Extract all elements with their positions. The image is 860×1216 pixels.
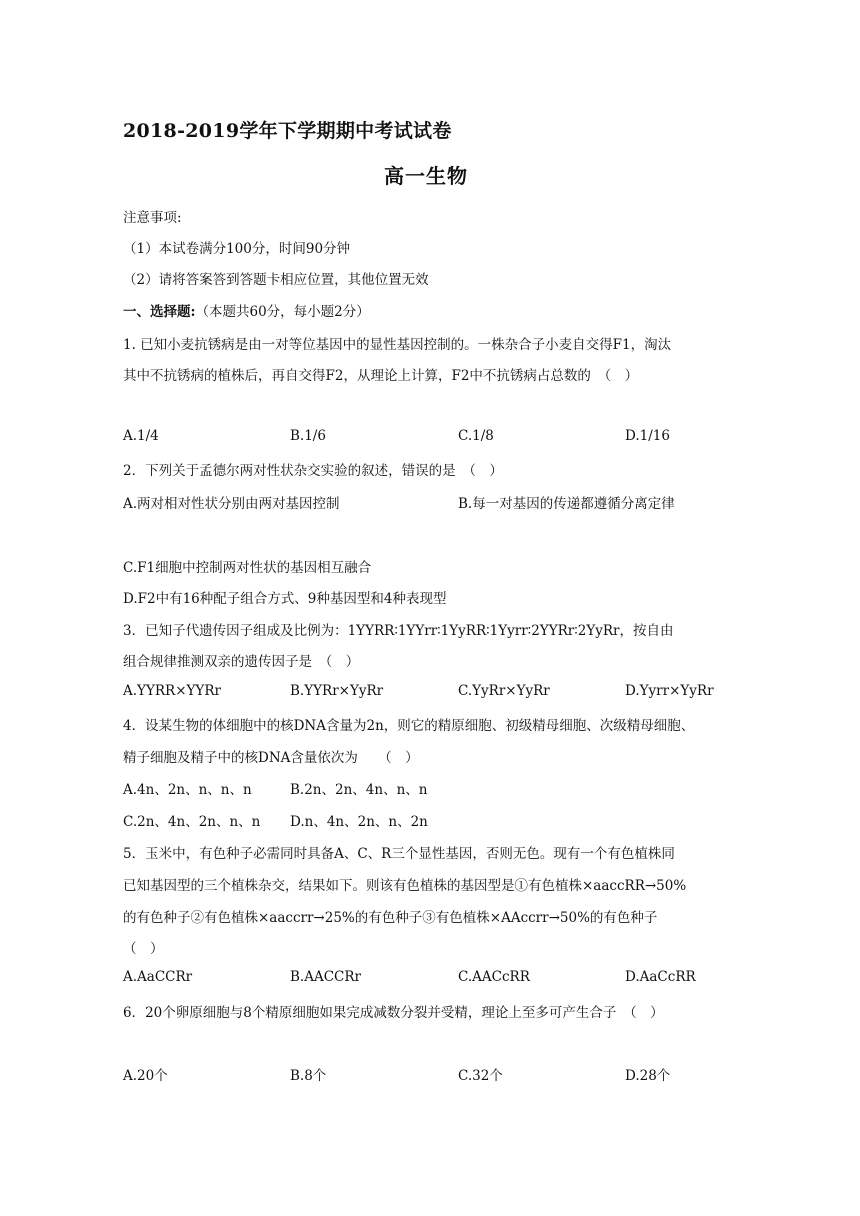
question-6-option-b: B.8个	[290, 1068, 327, 1084]
question-1-line: 1. 已知小麦抗锈病是由一对等位基因中的显性基因控制的。一株杂合子小麦自交得F1，淘汰	[123, 337, 672, 353]
question-3-option-c: C.YyRr×YyRr	[458, 683, 550, 699]
question-6-option-c: C.32个	[458, 1068, 503, 1084]
question-3-option-b: B.YYRr×YyRr	[290, 683, 384, 699]
question-4-option-b: B.2n、2n、4n、n、n	[290, 782, 428, 798]
question-2-line: 2．下列关于孟德尔两对性状杂交实验的叙述，错误的是 （ ）	[123, 463, 503, 479]
question-6-option-a: A.20个	[123, 1068, 168, 1084]
section-detail: （本题共60分，每小题2分）	[195, 304, 370, 320]
notice-heading: 注意事项:	[123, 210, 182, 226]
question-5-line: 已知基因型的三个植株杂交，结果如下。则该有色植株的基因型是①有色植株×aaccRR→50%	[123, 878, 687, 894]
question-1-option-b: B.1/6	[290, 428, 326, 444]
question-6-line: 6．20个卵原细胞与8个精原细胞如果完成减数分裂并受精，理论上至多可产生合子 （ ）	[123, 1005, 664, 1021]
exam-title: 2018-2019学年下学期期中考试试卷	[123, 120, 452, 142]
question-4-option-a: A.4n、2n、n、n、n	[123, 782, 252, 798]
question-6-option-d: D.28个	[625, 1068, 671, 1084]
question-2-option-d: D.F2中有16种配子组合方式、9种基因型和4种表现型	[123, 591, 447, 607]
question-1-option-d: D.1/16	[625, 428, 670, 444]
question-2-option-b: B.每一对基因的传递都遵循分离定律	[458, 496, 675, 512]
question-5-line: 的有色种子②有色植株×aaccrr→25%的有色种子③有色植株×AAccrr→50%的有色种子	[123, 910, 658, 926]
question-4-line: 精子细胞及精子中的核DNA含量依次为 （ ）	[123, 750, 419, 766]
question-3-option-a: A.YYRR×YYRr	[123, 683, 221, 699]
question-4-option-c: C.2n、4n、2n、n、n	[123, 814, 261, 830]
question-2-option-a: A.两对相对性状分别由两对基因控制	[123, 496, 340, 512]
question-5-option-d: D.AaCcRR	[625, 969, 696, 985]
question-1-line: 其中不抗锈病的植株后，再自交得F2，从理论上计算，F2中不抗锈病占总数的 （ ）	[123, 368, 639, 384]
question-1-option-c: C.1/8	[458, 428, 494, 444]
question-3-line: 3．已知子代遗传因子组成及比例为：1YYRR∶1YYrr∶1YyRR∶1Yyrr∶2YYRr∶2YyRr，按自由	[123, 623, 674, 639]
question-4-line: 4．设某生物的体细胞中的核DNA含量为2n，则它的精原细胞、初级精母细胞、次级精母细胞、	[123, 718, 695, 734]
question-3-option-d: D.Yyrr×YyRr	[625, 683, 714, 699]
question-5-option-a: A.AaCCRr	[123, 969, 193, 985]
question-5-line: （ ）	[123, 941, 164, 957]
question-5-option-b: B.AACCRr	[290, 969, 361, 985]
question-4-option-d: D.n、4n、2n、n、2n	[290, 814, 428, 830]
question-1-option-a: A.1/4	[123, 428, 159, 444]
question-5-option-c: C.AACcRR	[458, 969, 530, 985]
notice-item: （1）本试卷满分100分，时间90分钟	[123, 241, 351, 257]
notice-item: （2）请将答案答到答题卡相应位置，其他位置无效	[123, 272, 429, 288]
question-2-option-c: C.F1细胞中控制两对性状的基因相互融合	[123, 560, 372, 576]
question-5-line: 5．玉米中，有色种子必需同时具备A、C、R三个显性基因，否则无色。现有一个有色植株同	[123, 846, 675, 862]
section-label: 一、选择题:	[123, 304, 196, 320]
section-header	[123, 300, 370, 320]
question-3-line: 组合规律推测双亲的遗传因子是 （ ）	[123, 654, 360, 670]
subject-title: 高一生物	[384, 164, 468, 188]
